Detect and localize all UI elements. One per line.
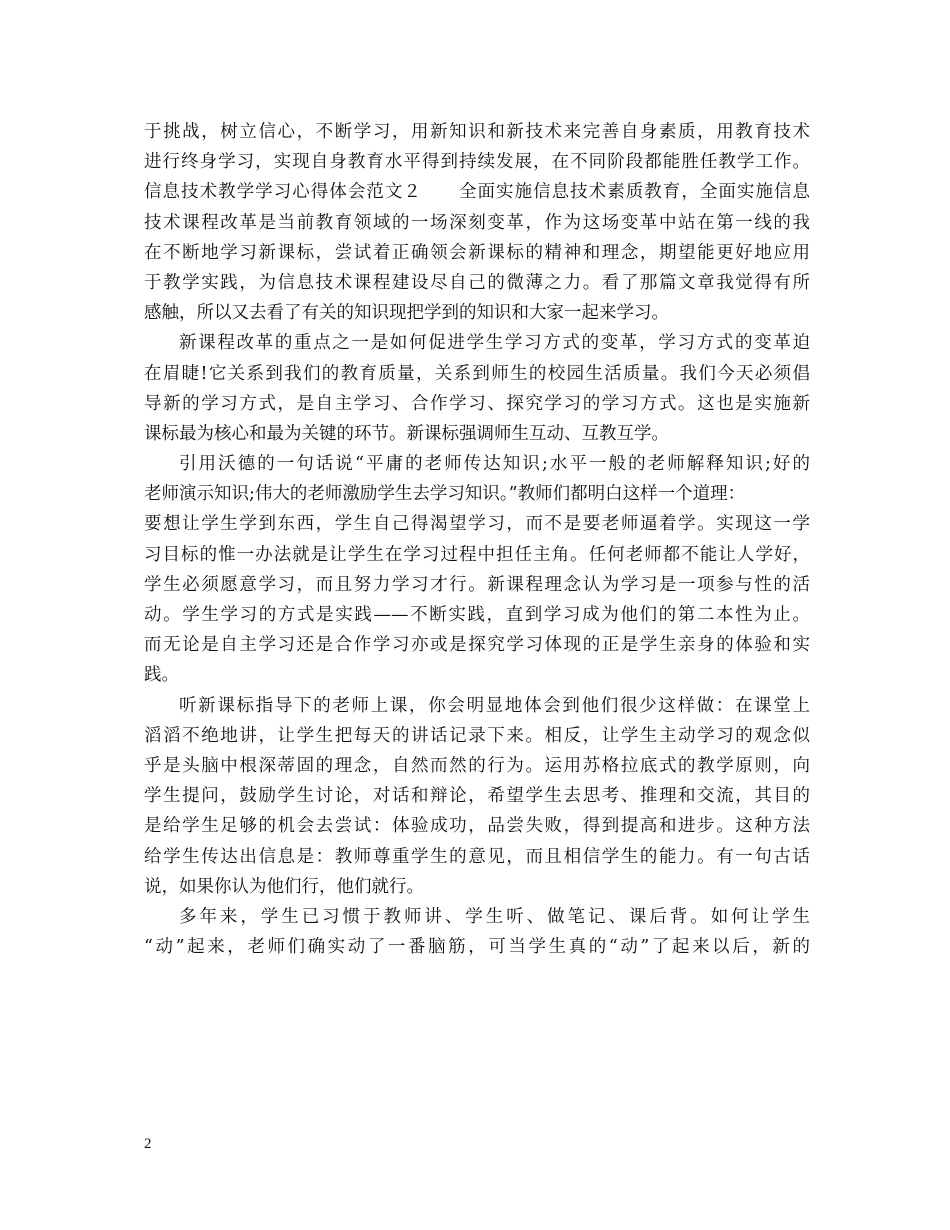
text-line: 课标最为核心和最为关键的环节。新课标强调师生互动、互教互学。 xyxy=(144,423,669,444)
text-line: 乎是头脑中根深蒂固的理念，自然而然的行为。运用苏格拉底式的教学原则，向 xyxy=(144,755,810,776)
text-line: 导新的学习方式，是自主学习、合作学习、探究学习的学习方式。这也是实施新 xyxy=(144,393,810,414)
text-line: 要想让学生学到东西，学生自己得渴望学习，而不是要老师逼着学。实现这一学 xyxy=(144,514,810,535)
text-line: 于教学实践，为信息技术课程建设尽自己的微薄之力。看了那篇文章我觉得有所 xyxy=(144,272,810,293)
text-line: 滔滔不绝地讲，让学生把每天的讲话记录下来。相反，让学生主动学习的观念似 xyxy=(144,725,810,746)
text-line: 感触，所以又去看了有关的知识现把学到的知识和大家一起来学习。 xyxy=(144,303,669,324)
text-line: 给学生传达出信息是：教师尊重学生的意见，而且相信学生的能力。有一句古话 xyxy=(144,846,810,867)
text-line: 在眉睫!它关系到我们的教育质量，关系到师生的校园生活质量。我们今天必须倡 xyxy=(144,363,810,384)
text-line: 而无论是自主学习还是合作学习亦或是探究学习体现的正是学生亲身的体验和实 xyxy=(144,635,810,656)
text-line: 说，如果你认为他们行，他们就行。 xyxy=(144,876,424,897)
body-text xyxy=(144,117,810,962)
text-line: 新课程改革的重点之一是如何促进学生学习方式的变革，学习方式的变革迫 xyxy=(179,333,810,354)
text-line: 听新课标指导下的老师上课，你会明显地体会到他们很少这样做：在课堂上 xyxy=(179,695,810,716)
text-line: 习目标的惟一办法就是让学生在学习过程中担任主角。任何老师都不能让人学好， xyxy=(144,544,810,565)
text-line: 信息技术教学学习心得体会范文２ 全面实施信息技术素质教育，全面实施信息 xyxy=(144,182,810,203)
text-line: 多年来，学生已习惯于教师讲、学生听、做笔记、课后背。如何让学生 xyxy=(179,906,810,927)
text-line: 技术课程改革是当前教育领域的一场深刻变革，作为这场变革中站在第一线的我 xyxy=(144,212,810,233)
text-line: 老师演示知识;伟大的老师激励学生去学习知识。”教师们都明白这样一个道理： xyxy=(144,484,746,505)
page-number: 2 xyxy=(144,1136,152,1152)
text-line: 学生提问，鼓励学生讨论，对话和辩论，希望学生去思考、推理和交流，其目的 xyxy=(144,786,810,807)
text-line: 引用沃德的一句话说“平庸的老师传达知识;水平一般的老师解释知识;好的 xyxy=(179,454,810,475)
text-line: “动”起来，老师们确实动了一番脑筋，可当学生真的“动”了起来以后，新的 xyxy=(144,937,810,958)
text-line: 践。 xyxy=(144,665,179,686)
text-line: 动。学生学习的方式是实践——不断实践，直到学习成为他们的第二本性为止。 xyxy=(144,605,810,625)
text-line: 是给学生足够的机会去尝试：体验成功，品尝失败，得到提高和进步。这种方法 xyxy=(144,816,810,837)
text-line: 进行终身学习，实现自身教育水平得到持续发展，在不同阶段都能胜任教学工作。 xyxy=(144,152,810,173)
text-line: 学生必须愿意学习，而且努力学习才行。新课程理念认为学习是一项参与性的活 xyxy=(144,574,810,595)
text-line: 在不断地学习新课标，尝试着正确领会新课标的精神和理念，期望能更好地应用 xyxy=(144,242,810,263)
text-line: 于挑战，树立信心，不断学习，用新知识和新技术来完善自身素质，用教育技术 xyxy=(144,122,810,142)
